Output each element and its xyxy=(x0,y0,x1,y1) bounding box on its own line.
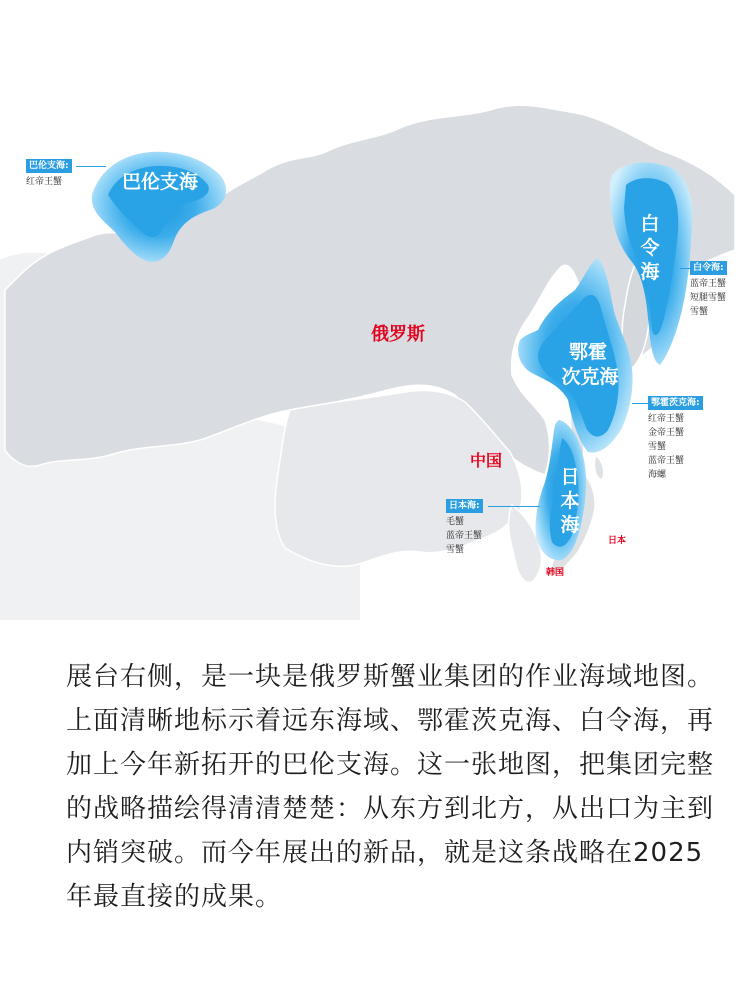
japan-sea-name-3: 海 xyxy=(560,514,580,536)
okhotsk-sea-name-2: 次克海 xyxy=(561,366,619,388)
bering-species-1: 蓝帝王蟹 xyxy=(690,279,727,289)
china-label: 中国 xyxy=(469,451,503,470)
japan-sea-tag: 日本海: xyxy=(446,499,483,513)
okhotsk-species-5: 海螺 xyxy=(648,470,667,480)
japan-sea-leader xyxy=(488,506,540,507)
bering-leader xyxy=(680,268,690,269)
japan-sea-name-2: 本 xyxy=(560,490,580,512)
bering-sea-name-2: 令 xyxy=(640,237,660,259)
barents-leader xyxy=(76,166,106,167)
okhotsk-species-3: 雪蟹 xyxy=(648,442,667,452)
okhotsk-sea-name-1: 鄂霍 xyxy=(568,341,608,363)
barents-sea-name: 巴伦支海 xyxy=(121,171,199,193)
okhotsk-leader xyxy=(632,403,648,404)
japan-label: 日本 xyxy=(607,536,627,546)
japan-sea-name-1: 日 xyxy=(560,466,580,488)
okhotsk-species-4: 蓝帝王蟹 xyxy=(648,456,685,466)
korea-label: 韩国 xyxy=(545,568,565,578)
japan-sea-species-3: 雪蟹 xyxy=(446,545,465,555)
barents-tag: 巴伦支海: xyxy=(26,159,72,173)
bering-tag: 白令海: xyxy=(690,261,727,275)
barents-species-1: 红帝王蟹 xyxy=(26,177,63,187)
bering-sea-name-3: 海 xyxy=(640,261,660,283)
okhotsk-species-2: 金帝王蟹 xyxy=(648,428,685,438)
caption-paragraph: 展台右侧，是一块是俄罗斯蟹业集团的作业海域地图。上面清晰地标示着远东海域、鄂霍茨克海、白令海，再加上今年新拓开的巴伦支海。这一张地图，把集团完整的战略描绘得清清楚楚：从东方到北方，从出口为主到内销突破。而今年展出的新品，就是这条战略在2025年最直接的成果。 xyxy=(66,662,715,912)
japan-sea-species-1: 毛蟹 xyxy=(446,517,465,527)
russia-label: 俄罗斯 xyxy=(371,324,425,345)
okhotsk-species-1: 红帝王蟹 xyxy=(648,414,685,424)
bering-species-3: 雪蟹 xyxy=(690,307,709,317)
japan-sea-species-2: 蓝帝王蟹 xyxy=(446,531,483,541)
bering-sea-name-1: 白 xyxy=(640,213,660,235)
okhotsk-tag: 鄂霍茨克海: xyxy=(648,396,703,410)
bering-species-2: 短腿雪蟹 xyxy=(690,293,727,303)
